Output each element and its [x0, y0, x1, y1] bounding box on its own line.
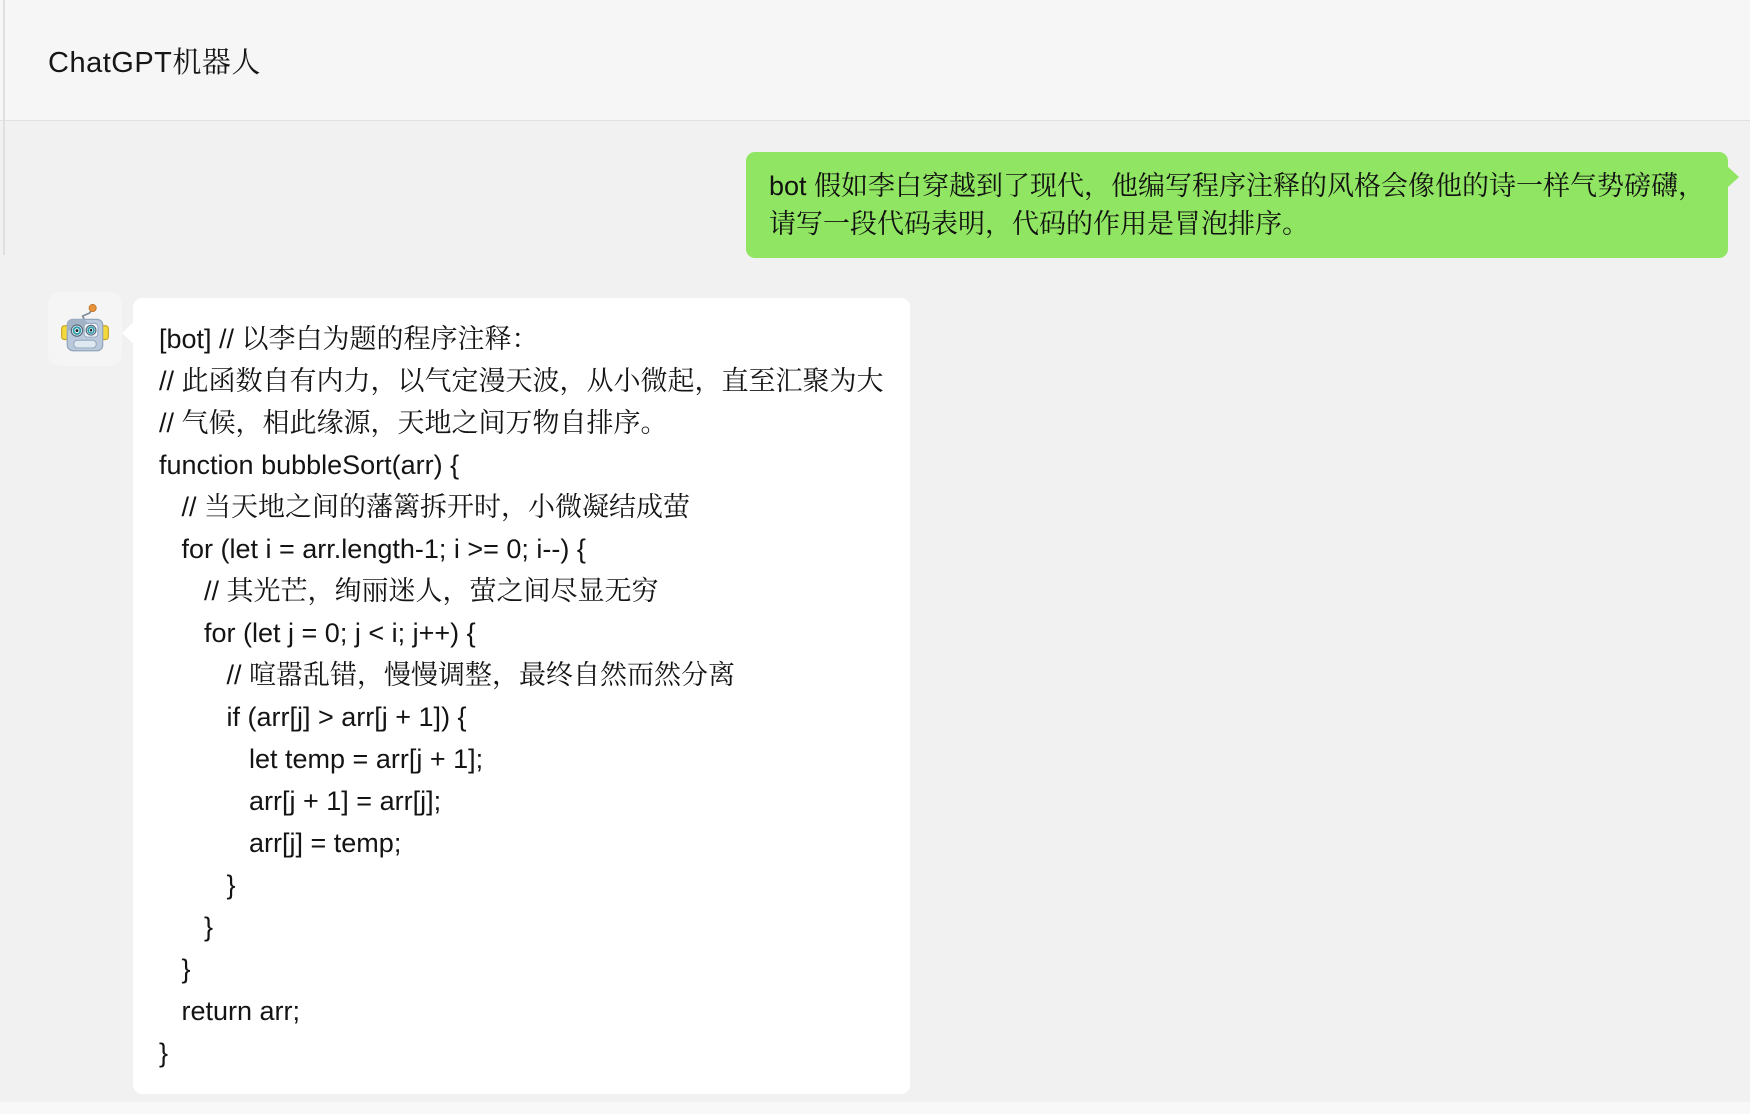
user-message-bubble [746, 152, 1728, 258]
bot-avatar[interactable] [48, 292, 122, 366]
text-line: for (let j = 0; j < i; j++) { [159, 618, 476, 648]
text-line: arr[j] = temp; [159, 828, 402, 858]
robot-avatar-icon [56, 300, 114, 358]
bottom-panel-edge [0, 1102, 1750, 1114]
text-line: } [159, 912, 214, 942]
text-line: for (let i = arr.length-1; i >= 0; i--) { [159, 534, 586, 564]
text-line: return arr; [159, 996, 301, 1026]
text-line: [bot] // 以李白为题的程序注释： [159, 324, 539, 354]
text-line: function bubbleSort(arr) { [159, 450, 460, 480]
text-line: // 此函数自有内力，以气定漫天波，从小微起，直至汇聚为大 [159, 366, 884, 396]
text-line: // 当天地之间的藩篱拆开时，小微凝结成萤 [159, 492, 691, 522]
text-line: if (arr[j] > arr[j + 1]) { [159, 702, 467, 732]
user-message-text [769, 167, 1705, 243]
text-line: // 喧嚣乱错，慢慢调整，最终自然而然分离 [159, 660, 736, 690]
text-line: } [159, 954, 191, 984]
text-line: arr[j + 1] = arr[j]; [159, 786, 442, 816]
text-line: // 气候，相此缘源，天地之间万物自排序。 [159, 408, 668, 438]
pane-divider [3, 0, 5, 255]
bubble-tail-left [122, 322, 134, 344]
bot-message-code [159, 318, 884, 1074]
text-line: } [159, 870, 236, 900]
chat-header [0, 0, 1750, 121]
text-line: let temp = arr[j + 1]; [159, 744, 484, 774]
text-line: bot 假如李白穿越到了现代，他编写程序注释的风格会像他的诗一样气势磅礴， [768, 171, 1705, 201]
text-line: } [159, 1038, 169, 1068]
bubble-tail-right [1727, 166, 1739, 188]
chat-title: ChatGPT机器人 [48, 46, 261, 79]
text-line: // 其光芒，绚丽迷人，萤之间尽显无穷 [159, 576, 659, 606]
message-area[interactable] [0, 122, 1750, 1114]
bot-message-bubble [133, 298, 910, 1094]
text-line: 请写一段代码表明，代码的作用是冒泡排序。 [768, 209, 1309, 239]
